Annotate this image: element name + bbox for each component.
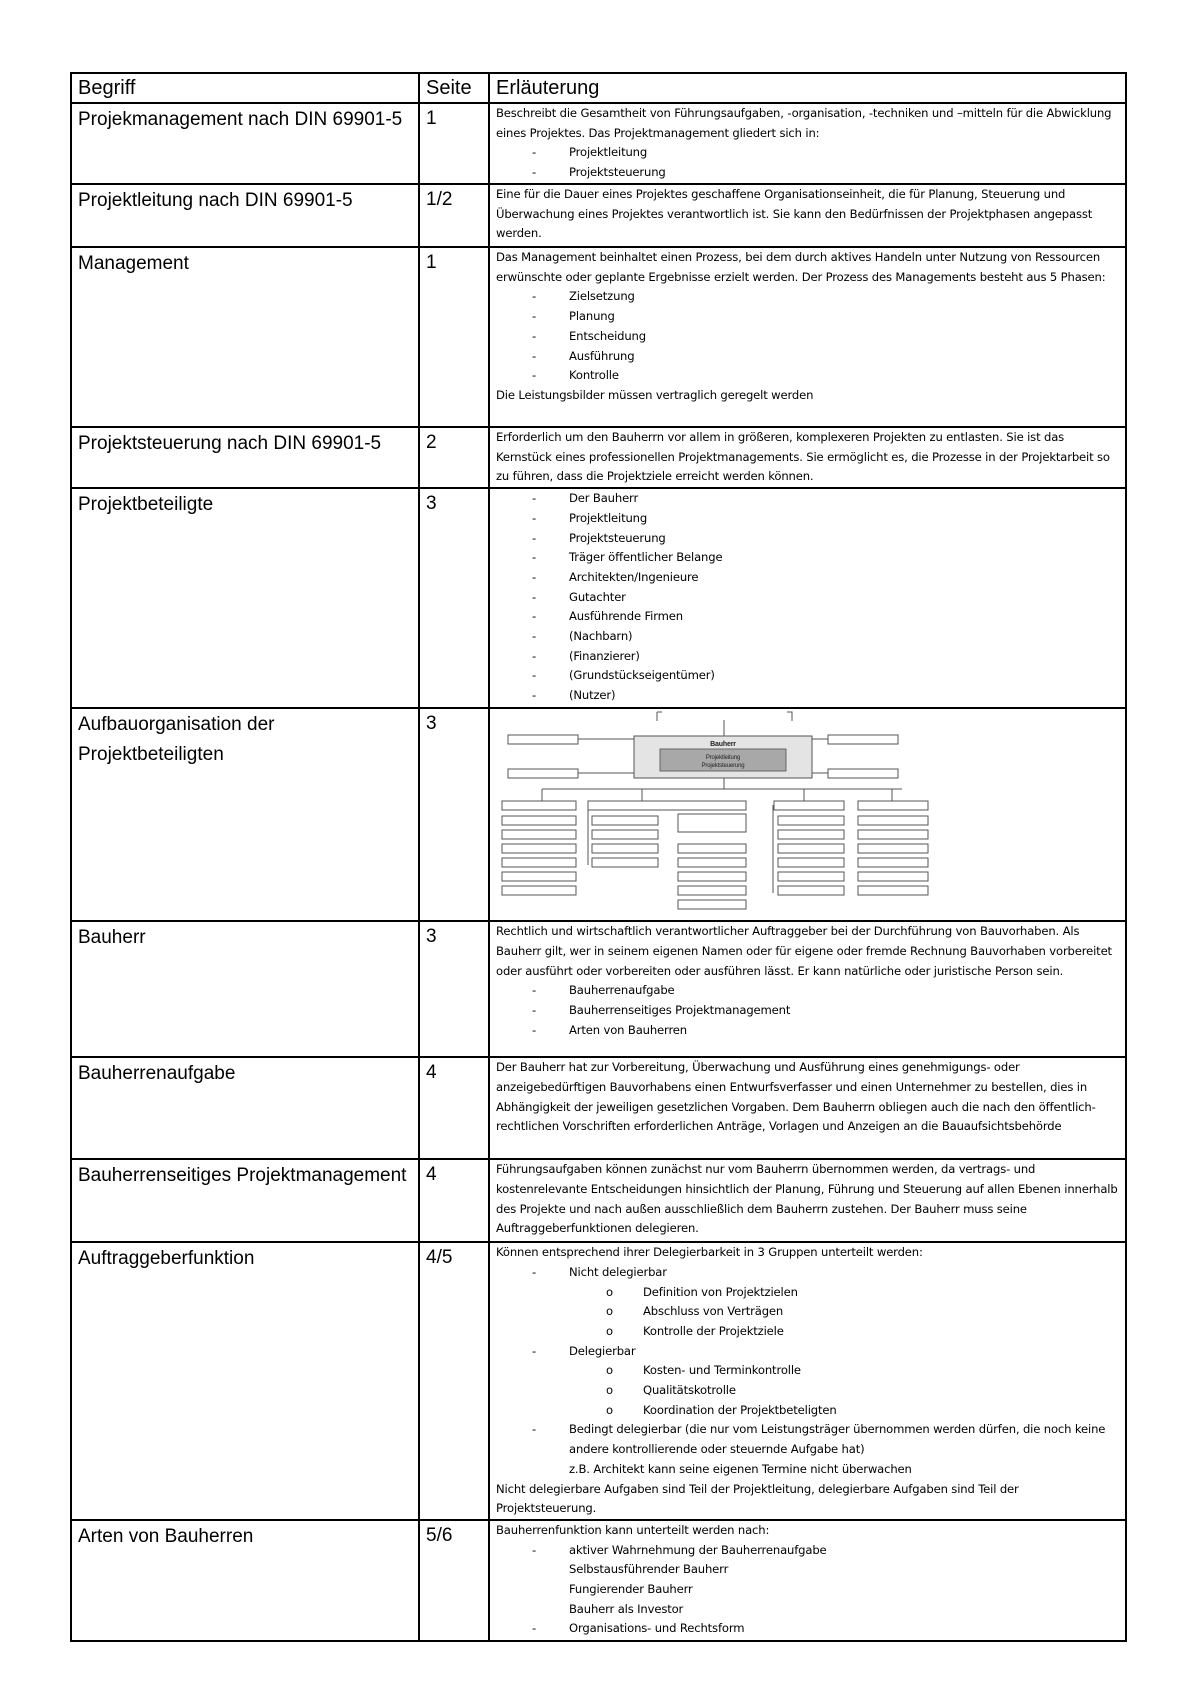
explanation-text: Das Management beinhaltet einen Prozess, bei dem durch aktives Handeln unter Nutzung von Ressourcen erwünschte oder geplante Ergebnisse erzielt werden. Der Prozess des Managements besteht aus 5 Phasen: [496,250,1106,284]
org-chart-inner-line1: Projektleitung [705,755,741,762]
list-item: - (Grundstückseigentümer) [496,666,1121,686]
term-cell: Auftraggeberfunktion [71,1242,419,1520]
list-subitem: o Kontrolle der Projektziele [496,1322,1121,1342]
list-subitem: o Abschluss von Verträgen [496,1302,1121,1322]
list-item: - Projektleitung [496,143,1121,163]
list-subitem: o Qualitätskotrolle [496,1381,1121,1401]
list-item: - Zielsetzung [496,287,1121,307]
list-item: - Organisations- und Rechtsform [496,1619,1121,1639]
org-chart-group-box [774,801,844,810]
list-item: - Projektleitung [496,509,1121,529]
explanation-cell [489,184,1126,247]
header-explanation: Erläuterung [489,73,1126,103]
explanation-text: Führungsaufgaben können zunächst nur vom Bauherrn übernommen werden, da vertrags- und kostenrelevante Entscheidungen hinsichtlich der Planung, Führung und Steuerung auf allen Ebenen innerhalb des Projekte und nach außen ausschließlich dem Bauherrn zustehen. Der Bauherr muss seine Auftraggeberfunktionen delegieren. [496,1162,1118,1236]
list-item: - Gutachter [496,588,1121,608]
explanation-cell [489,708,1126,921]
page-cell: 1 [419,103,489,184]
explanation-text: Der Bauherr hat zur Vorbereitung, Überwachung und Ausführung eines genehmigungs- oder anzeigebedürftigen Bauvorhabens einen Entwurfsverfasser und einen Unternehmer zu bestellen, dies in Abhängigkeit der jeweiligen gesetzlichen Vorgaben. Dem Bauherrn obliegen auch die nach den öffentlich-rechtlichen Vorschriften erforderlichen Anträge, Vorlagen und Anzeigen an die Bauaufsichtsbehörde [496,1060,1096,1134]
list-item: - aktiver Wahrnehmung der Bauherrenaufgabe [496,1541,1121,1561]
table-row [71,921,1126,1057]
explanation-cell [489,1057,1126,1159]
glossary-table [70,72,1127,1642]
table-row [71,247,1126,427]
header-page: Seite [419,73,489,103]
list-item: - (Finanzierer) [496,647,1121,667]
explanation-cell [489,427,1126,488]
explanation-cell [489,488,1126,708]
list-subitem: o Koordination der Projektbeteligten [496,1401,1121,1421]
list-subitem: Fungierender Bauherr [569,1582,693,1597]
org-chart-group-box [502,801,576,810]
bullet-list [496,1263,1121,1480]
explanation-footer: Die Leistungsbilder müssen vertraglich geregelt werden [496,387,814,402]
list-item: - Ausführung [496,347,1121,367]
page-cell: 3 [419,921,489,1057]
table-row [71,1242,1126,1520]
page-cell: 4 [419,1159,489,1242]
explanation-footer: Nicht delegierbare Aufgaben sind Teil der Projektleitung, delegierbare Aufgaben sind Teil der Projektsteuerung. [496,1481,1019,1516]
header-term: Begriff [71,73,419,103]
list-item: - Arten von Bauherren [496,1021,1121,1041]
org-chart-center-title: Bauherr [710,741,736,749]
list-item-note: z.B. Architekt kann seine eigenen Termine nicht überwachen [569,1461,912,1476]
page-cell: 5/6 [419,1520,489,1641]
list-item: - Projektsteuerung [496,163,1121,183]
table-row [71,184,1126,247]
org-chart-group-box [588,801,746,810]
org-chart-side-box [828,769,898,778]
term-cell: Management [71,247,419,427]
term-cell: Bauherrenaufgabe [71,1057,419,1159]
list-item: - Kontrolle [496,366,1121,386]
list-item: - Der Bauherr [496,489,1121,509]
explanation-text: Rechtlich und wirtschaftlich verantwortlicher Auftraggeber bei der Durchführung von Bauvorhaben. Als Bauherr gilt, wer in seinem eigenen Namen oder für eigene oder fremde Rechnung Bauvorhaben vorbereitet oder ausführt oder vorbereiten oder ausführen lässt. Er kann natürliche oder juristische Person sein. [496,924,1112,978]
table-row [71,708,1126,921]
document-page [70,72,1125,1642]
bullet-list [496,981,1121,1040]
term-cell: Projektbeteiligte [71,488,419,708]
explanation-cell [489,1242,1126,1520]
page-cell: 3 [419,488,489,708]
term-cell: Bauherr [71,921,419,1057]
explanation-text: Beschreibt die Gesamtheit von Führungsaufgaben, -organisation, -techniken und –mitteln für die Abwicklung eines Projektes. Das Projektmanagement gliedert sich in: [496,106,1112,140]
org-chart-side-box [828,735,898,744]
table-row [71,103,1126,184]
list-item: - Architekten/Ingenieure [496,568,1121,588]
list-item: - (Nutzer) [496,686,1121,706]
term-cell: Projektleitung nach DIN 69901-5 [71,184,419,247]
explanation-cell [489,1159,1126,1242]
org-chart-group-box [858,801,928,810]
list-item: - Ausführende Firmen [496,607,1121,627]
list-subitem: o Definition von Projektzielen [496,1283,1121,1303]
page-cell: 2 [419,427,489,488]
explanation-cell [489,921,1126,1057]
bullet-list [496,143,1121,182]
explanation-text: Bauherrenfunktion kann unterteilt werden nach: [496,1522,770,1537]
list-subitem: Selbstausführender Bauherr [569,1562,729,1577]
term-cell: Arten von Bauherren [71,1520,419,1641]
list-item: - Träger öffentlicher Belange [496,548,1121,568]
explanation-cell [489,1520,1126,1641]
org-chart-inner-line2: Projektsteuerung [701,763,745,770]
explanation-text: Können entsprechend ihrer Delegierbarkeit in 3 Gruppen unterteilt werden: [496,1245,923,1260]
org-chart-side-box [508,735,578,744]
list-item: - Bauherrenseitiges Projektmanagement [496,1001,1121,1021]
list-item: - (Nachbarn) [496,627,1121,647]
list-subitem: o Kosten- und Terminkontrolle [496,1361,1121,1381]
term-cell: Projektsteuerung nach DIN 69901-5 [71,427,419,488]
table-row [71,488,1126,708]
table-row [71,1159,1126,1242]
list-item-group: - Nicht delegierbar [496,1263,1121,1283]
explanation-cell [489,103,1126,184]
org-chart-side-box [508,769,578,778]
list-item: - Planung [496,307,1121,327]
explanation-text: Erforderlich um den Bauherrn vor allem in größeren, komplexeren Projekten zu entlasten. Sie ist das Kernstück eines professionellen Projektmanagements. Sie ermöglicht es, die Prozesse in der Projektarbeit so zu führen, dass die Projektziele erreicht werden können. [496,430,1110,484]
bullet-list [496,1541,1121,1640]
table-row [71,1057,1126,1159]
table-row [71,427,1126,488]
page-cell: 4 [419,1057,489,1159]
org-chart-diagram [492,709,932,917]
term-cell: Bauherrenseitiges Projektmanagement [71,1159,419,1242]
bullet-list [496,489,1121,706]
org-chart-top-box [662,711,787,720]
page-cell: 4/5 [419,1242,489,1520]
page-cell: 1/2 [419,184,489,247]
page-cell: 3 [419,708,489,921]
explanation-text: Eine für die Dauer eines Projektes geschaffene Organisationseinheit, die für Planung, Steuerung und Überwachung eines Projektes verantwortlich ist. Sie kann den Bedürfnissen der Projektphasen angepasst werden. [496,187,1093,241]
term-cell: Aufbauorganisation der Projektbeteiligten [71,708,419,921]
list-subitem: Bauherr als Investor [569,1601,684,1616]
list-item: - Bauherrenaufgabe [496,981,1121,1001]
list-item: - Entscheidung [496,327,1121,347]
term-cell: Projekmanagement nach DIN 69901-5 [71,103,419,184]
list-item-group: - Delegierbar [496,1342,1121,1362]
explanation-cell [489,247,1126,427]
table-header-row [71,73,1126,103]
list-item: - Projektsteuerung [496,529,1121,549]
table-row [71,1520,1126,1641]
bullet-list [496,287,1121,386]
page-cell: 1 [419,247,489,427]
list-item-group: - Bedingt delegierbar (die nur vom Leistungsträger übernommen werden dürfen, die noch keine andere kontrollierende oder steuernde Aufgabe hat) [496,1420,1121,1459]
